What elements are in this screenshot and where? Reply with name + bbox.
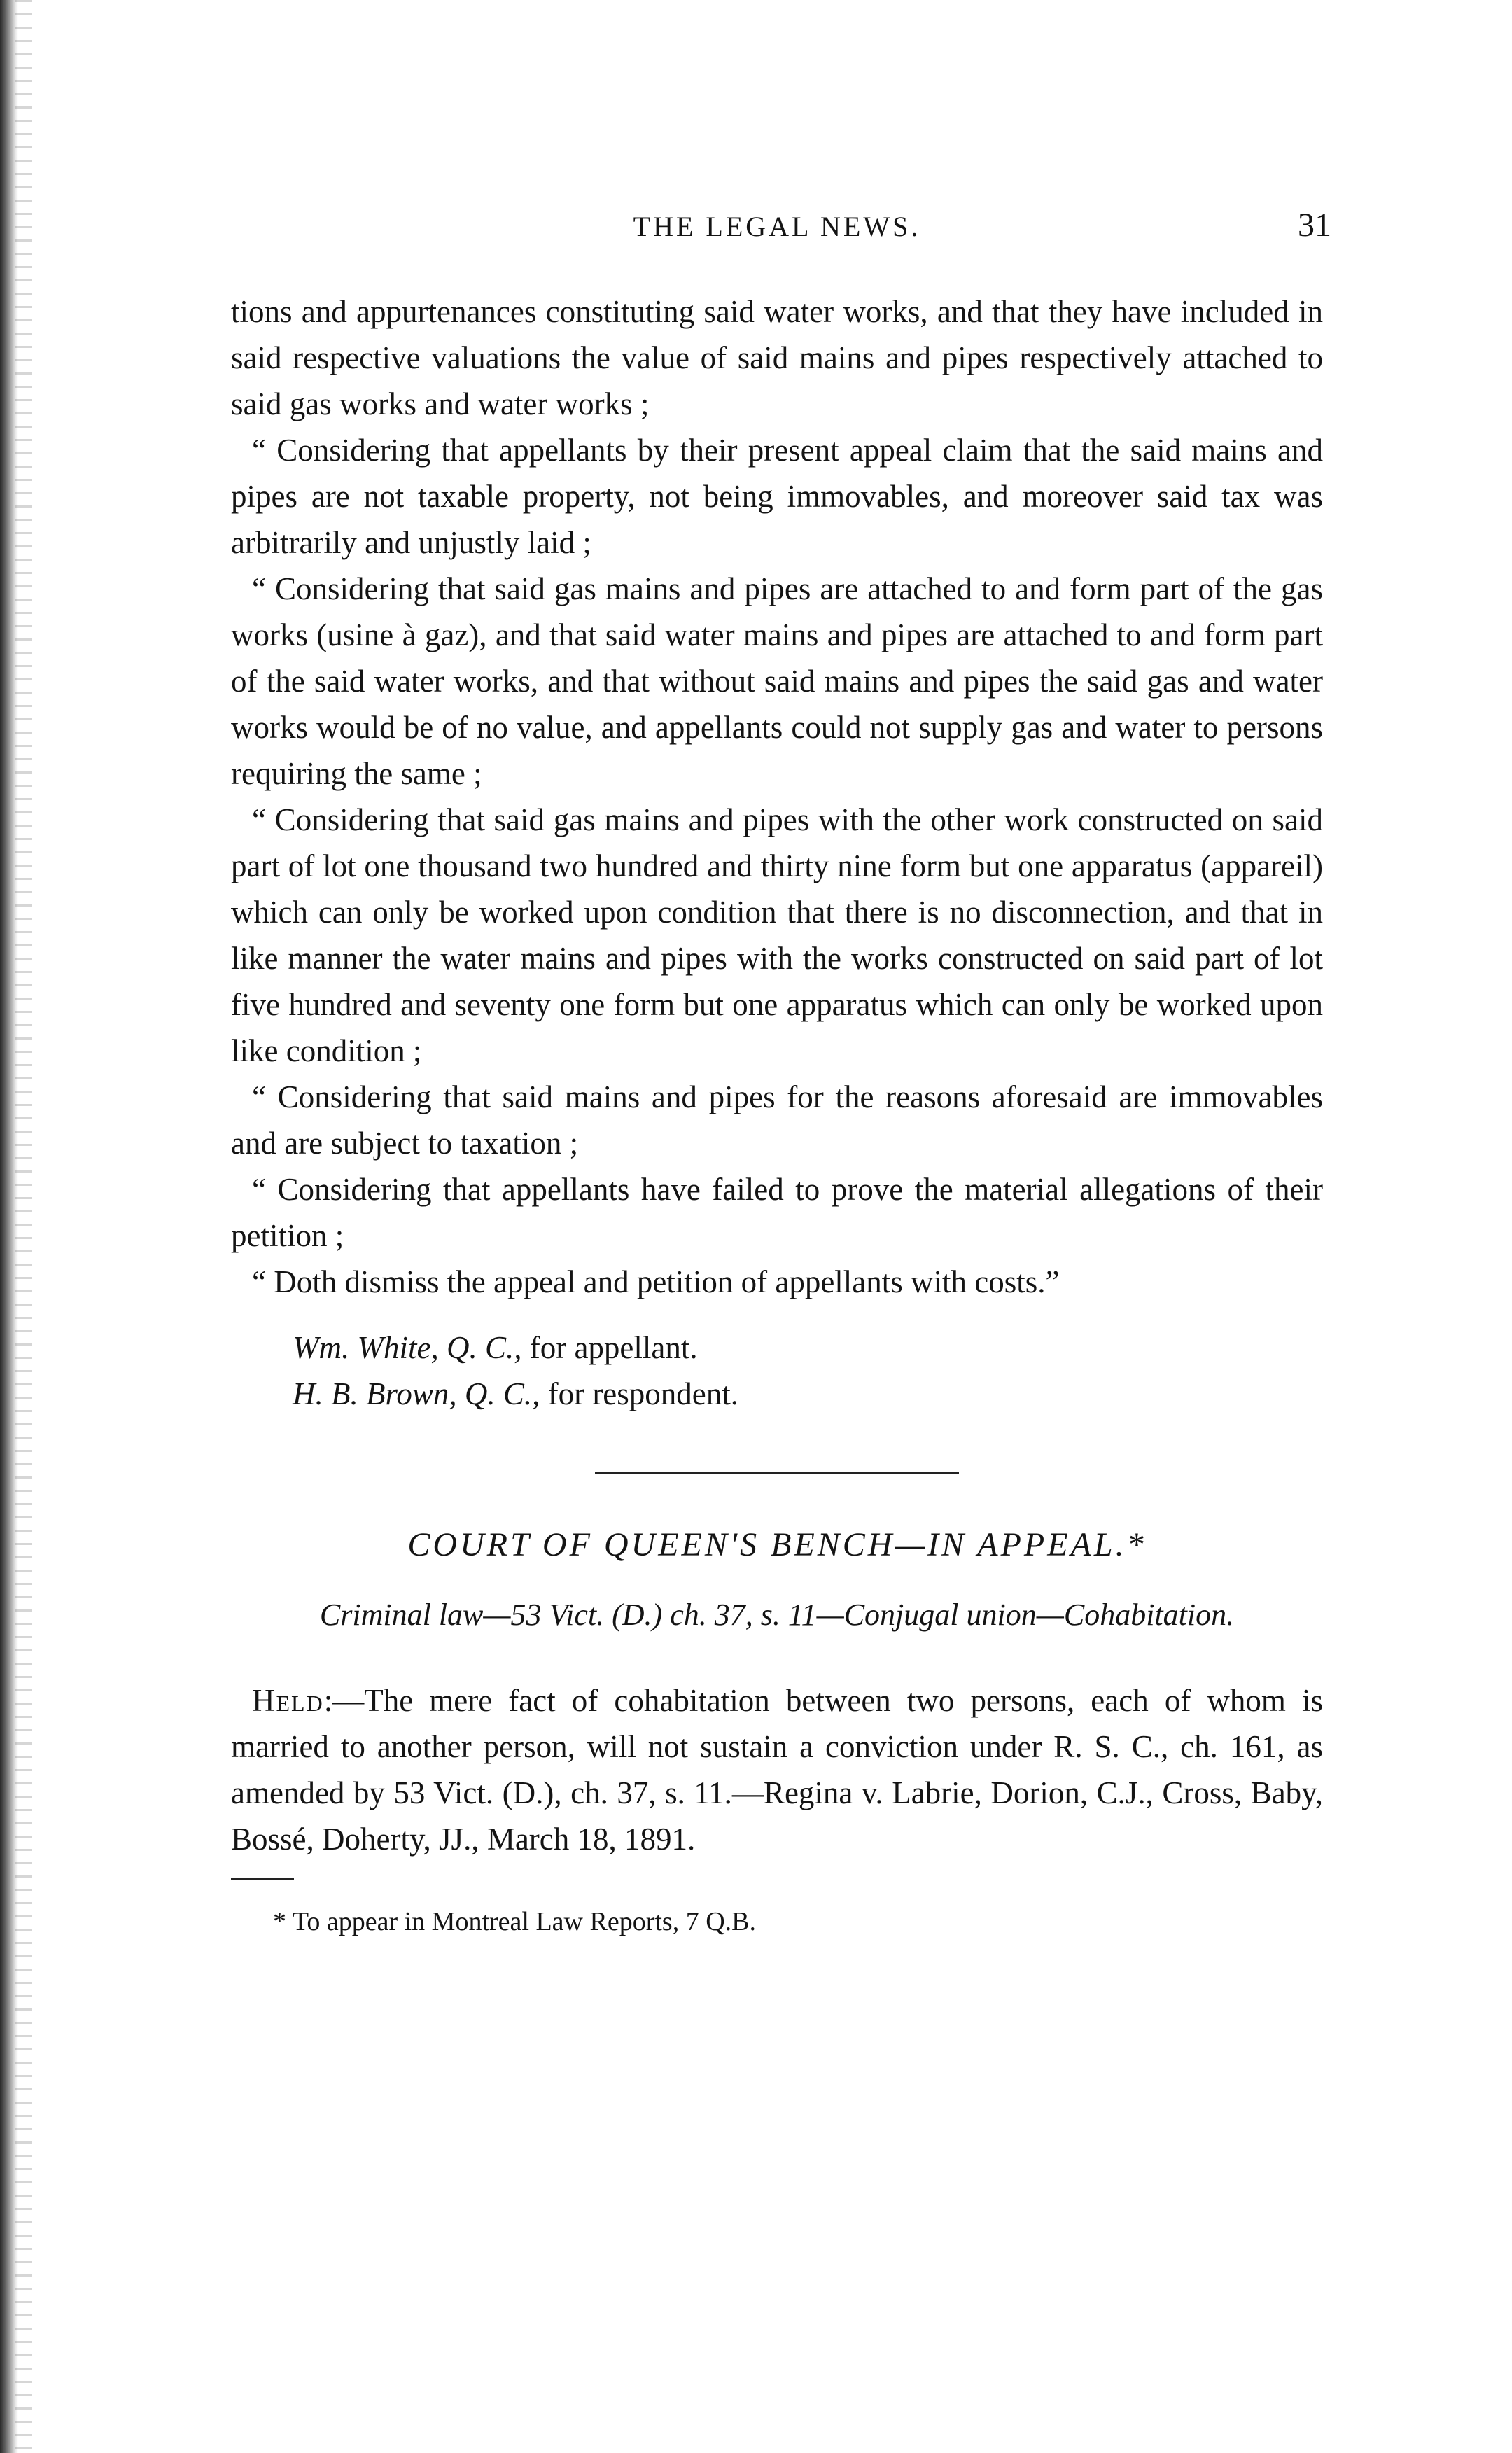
footnote-divider <box>231 1878 294 1880</box>
footnote: * To appear in Montreal Law Reports, 7 Q.B. <box>273 1907 756 1936</box>
paragraph-disposition: “ Doth dismiss the appeal and petition of appellants with costs.” <box>252 1264 1060 1299</box>
counsel-respondent <box>293 1371 1323 1417</box>
section-heading: COURT OF QUEEN'S BENCH—IN APPEAL.* <box>407 1526 1147 1563</box>
page-number: 31 <box>1298 207 1331 244</box>
judgment-text <box>231 288 1323 1305</box>
held-paragraph <box>231 1677 1323 1862</box>
counsel-name: Wm. White, Q. C., <box>293 1330 522 1365</box>
held-label: Held <box>252 1683 324 1718</box>
journal-title: THE LEGAL NEWS. <box>633 211 921 242</box>
counsel-role: for respondent. <box>547 1376 739 1411</box>
paragraph-considering-3: “ Considering that said gas mains and pipes with the other work constructed on said part of lot one thousand two hundred and thirty nine form but one apparatus (appareil) which can only be worked upon condition that there is no disconnection, and that in like manner the water mains and pipes with the works constructed on said part of lot five hundred and seventy one form but one apparatus which can only be worked upon like condition ; <box>231 802 1323 1068</box>
running-head <box>231 207 1331 252</box>
paragraph-considering-1: “ Considering that appellants by their present appeal claim that the said mains and pipes are not taxable property, not being immovables, and moreover said tax was arbitrarily and unjustly laid ; <box>231 433 1323 560</box>
paragraph-continuation: tions and appurtenances constituting said water works, and that they have included in said respective valuations the value of said mains and pipes respectively attached to said gas works and water works ; <box>231 294 1323 421</box>
scan-edge-artifacts <box>15 0 32 2453</box>
document-page <box>231 207 1331 1941</box>
section-divider <box>595 1472 959 1474</box>
counsel-role: for appellant. <box>529 1330 698 1365</box>
case-subject: Criminal law—53 Vict. (D.) ch. 37, s. 11—Conjugal union—Cohabitation. <box>319 1598 1235 1632</box>
counsel-name: H. B. Brown, Q. C., <box>293 1376 540 1411</box>
paragraph-considering-5: “ Considering that appellants have failed to prove the material allegations of their petition ; <box>231 1172 1323 1253</box>
paragraph-considering-4: “ Considering that said mains and pipes for the reasons aforesaid are immovables and are subject to taxation ; <box>231 1079 1323 1161</box>
paragraph-considering-2: “ Considering that said gas mains and pipes are attached to and form part of the gas works (usine à gaz), and that said water mains and pipes are attached to and form part of the said water works, and that without said mains and pipes the said gas and water works would be of no value, and appellants could not supply gas and water to persons requiring the same ; <box>231 571 1323 791</box>
counsel-appellant <box>293 1325 1323 1371</box>
counsel-list <box>293 1325 1323 1417</box>
held-text: :—The mere fact of cohabitation between two persons, each of whom is married to another person, will not sustain a conviction under R. S. C., ch. 161, as amended by 53 Vict. (D.), ch. 37, s. 11.—Regina v. Labrie, Dorion, C.J., Cross, Baby, Bossé, Doherty, JJ., March 18, 1891. <box>231 1683 1323 1857</box>
